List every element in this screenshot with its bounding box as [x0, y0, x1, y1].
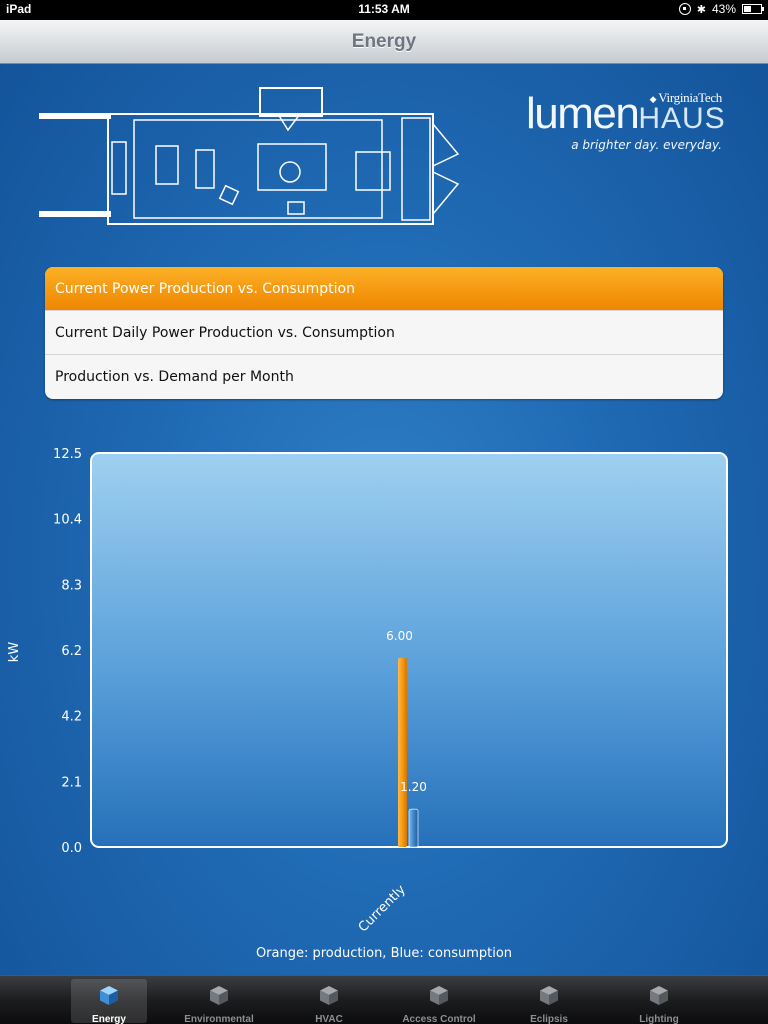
- floorplan-sofa: [196, 150, 214, 188]
- floorplan-deck-bottom: [40, 212, 110, 216]
- tab-lighting[interactable]: [621, 979, 697, 1023]
- lumenhaus-logo: [520, 86, 730, 156]
- power-chart: [0, 440, 768, 970]
- tab-environmental[interactable]: [181, 979, 257, 1023]
- tab-label-access-control: Access Control: [402, 1014, 476, 1024]
- nav-bar: [0, 20, 768, 64]
- floorplan-desk: [288, 202, 304, 214]
- x-category-label: Currently: [355, 882, 409, 936]
- menu-item-current-power[interactable]: Current Power Production vs. Consumption: [45, 267, 723, 311]
- floorplan-chair: [220, 186, 239, 205]
- hvac-cube-icon: [318, 984, 340, 1006]
- floorplan-deck-top: [40, 114, 110, 118]
- floorplan-bath: [356, 152, 390, 190]
- y-tick-label: 6.2: [61, 644, 82, 659]
- page-title: Energy: [351, 31, 417, 52]
- battery-icon: [742, 4, 762, 14]
- chart-legend-note: Orange: production, Blue: consumption: [255, 946, 513, 961]
- logo-name-lumen: lumen: [526, 89, 639, 138]
- environmental-cube-icon: [208, 984, 230, 1006]
- y-tick-label: 0.0: [61, 841, 82, 856]
- tab-energy[interactable]: [71, 979, 147, 1023]
- battery-percent: 43%: [711, 2, 736, 16]
- tab-label-hvac: HVAC: [315, 1014, 343, 1024]
- status-right: [679, 2, 762, 16]
- y-axis-label: kW: [7, 641, 22, 663]
- floorplan-round-table: [280, 162, 300, 182]
- menu-item-daily-power[interactable]: Current Daily Power Production vs. Consumption: [45, 311, 723, 355]
- tab-access-control[interactable]: [401, 979, 477, 1023]
- floorplan-bed: [258, 144, 326, 190]
- tab-eclipsis[interactable]: [511, 979, 587, 1023]
- device-name: iPad: [6, 2, 32, 16]
- floorplan-entry: [260, 88, 322, 116]
- y-tick-label: 10.4: [53, 512, 82, 528]
- tab-hvac[interactable]: [291, 979, 367, 1023]
- y-tick-label: 12.5: [53, 447, 82, 462]
- floorplan-ramp: [433, 124, 458, 214]
- logo-tagline: a brighter day. everyday.: [571, 138, 722, 152]
- floorplan-image: [38, 84, 462, 228]
- lock-rotation-icon: [679, 3, 691, 15]
- production-bar: [398, 658, 407, 847]
- tab-bar: [0, 975, 768, 1024]
- lighting-cube-icon: [648, 984, 670, 1006]
- bluetooth-icon: ✱: [696, 3, 706, 16]
- status-time: 11:53 AM: [358, 2, 410, 16]
- y-tick-label: 8.3: [61, 578, 82, 594]
- virginiatech-logo: ◆ VirginiaTech: [650, 90, 722, 106]
- chart-selector-list: [45, 267, 723, 399]
- status-bar: [0, 0, 768, 20]
- logo-name-haus: HAUS: [638, 102, 726, 135]
- floorplan-cabinet: [112, 142, 126, 194]
- y-tick-label: 4.2: [61, 709, 82, 725]
- floorplan-side-room: [402, 118, 430, 220]
- floorplan-table: [156, 146, 178, 184]
- consumption-value-label: 1.20: [400, 780, 427, 795]
- menu-item-monthly-demand[interactable]: Production vs. Demand per Month: [55, 369, 294, 385]
- logo-wordmark: [526, 89, 726, 141]
- tab-label-eclipsis: Eclipsis: [530, 1014, 568, 1024]
- energy-cube-icon: [98, 984, 120, 1006]
- access-control-cube-icon: [428, 984, 450, 1006]
- y-tick-label: 2.1: [61, 775, 82, 791]
- consumption-bar: [409, 809, 418, 847]
- eclipsis-cube-icon: [538, 984, 560, 1006]
- tab-label-energy: Energy: [92, 1014, 126, 1024]
- production-value-label: 6.00: [386, 628, 413, 643]
- tab-label-lighting: Lighting: [639, 1014, 679, 1024]
- tab-label-environmental: Environmental: [184, 1014, 254, 1024]
- battery-fill: [744, 6, 751, 12]
